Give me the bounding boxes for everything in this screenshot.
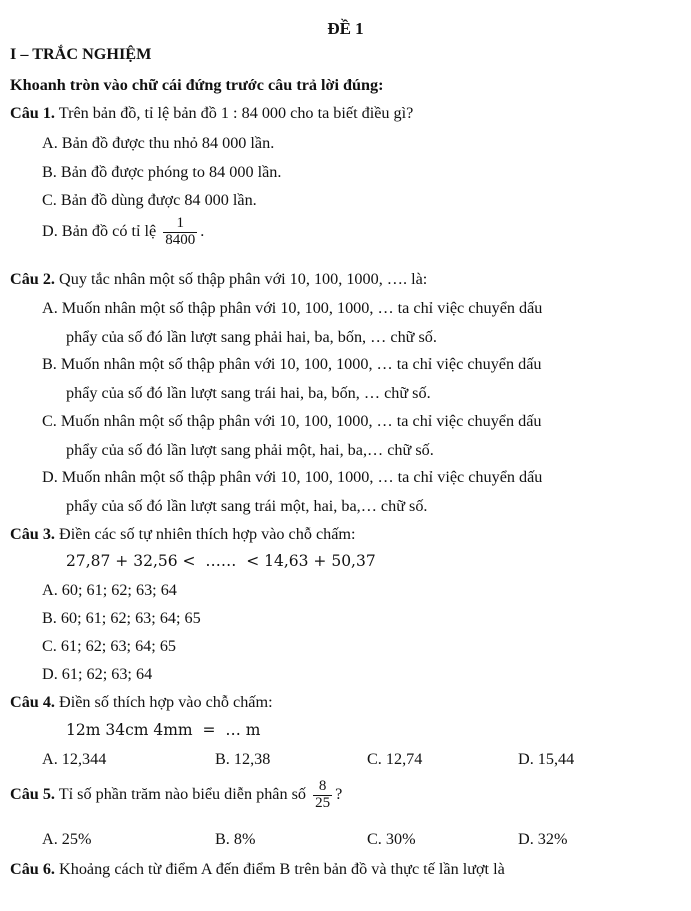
option-suffix: .	[200, 221, 205, 240]
option-text: D. Bản đồ có tỉ lệ	[42, 221, 157, 240]
fraction-denominator: 25	[315, 794, 331, 811]
question-text: Tỉ số phần trăm nào biểu diễn phân số	[58, 784, 307, 803]
fraction-numerator: 8	[318, 778, 327, 794]
question-label: Câu 4.	[10, 693, 55, 711]
question-text: Khoảng cách từ điểm A đến điểm B trên bản đồ và thực tế lần lượt là	[59, 860, 505, 878]
fraction	[313, 779, 332, 812]
question-4	[10, 692, 273, 712]
question-text: Trên bản đồ, tỉ lệ bản đồ 1 : 84 000 cho ta biết điều gì?	[58, 104, 414, 122]
q2-option-a[interactable]: A. Muốn nhân một số thập phân với 10, 100, 1000, … ta chỉ việc chuyển dấu	[42, 299, 543, 317]
q2-option-c-cont: phẩy của số đó lần lượt sang phải một, hai, ba,… chữ số.	[66, 441, 434, 459]
q2-option-d-cont: phẩy của số đó lần lượt sang trái một, hai, ba,… chữ số.	[66, 497, 428, 515]
q2-option-b-cont: phẩy của số đó lần lượt sang trái hai, ba, bốn, … chữ số.	[66, 384, 431, 402]
question-label: Câu 5.	[10, 784, 55, 803]
q1-option-c[interactable]: C. Bản đồ dùng được 84 000 lần.	[42, 191, 257, 209]
q3-option-b[interactable]: B. 60; 61; 62; 63; 64; 65	[42, 609, 201, 627]
q1-option-b[interactable]: B. Bản đồ được phóng to 84 000 lần.	[42, 163, 282, 181]
q3-option-c[interactable]: C. 61; 62; 63; 64; 65	[42, 637, 177, 655]
q3-option-d[interactable]: D. 61; 62; 63; 64	[42, 665, 153, 683]
question-text: Quy tắc nhân một số thập phân với 10, 100, 1000, …. là:	[59, 270, 428, 288]
question-label: Câu 6.	[10, 860, 55, 878]
q2-option-a-cont: phẩy của số đó lần lượt sang phải hai, ba, bốn, … chữ số.	[66, 328, 437, 346]
q5-option-b[interactable]: B. 8%	[215, 830, 256, 848]
q5-option-d[interactable]: D. 32%	[518, 830, 568, 848]
fraction	[163, 216, 197, 249]
q2-option-d[interactable]: D. Muốn nhân một số thập phân với 10, 100, 1000, … ta chỉ việc chuyển dấu	[42, 468, 543, 486]
q4-expression: 12m 34cm 4mm = … m	[66, 721, 261, 739]
q3-expression: 27,87 + 32,56 < …… < 14,63 + 50,37	[66, 552, 376, 570]
question-6	[10, 859, 505, 879]
question-label: Câu 1.	[10, 104, 55, 122]
fraction-numerator: 1	[176, 215, 184, 231]
section-heading: I – TRẮC NGHIỆM	[10, 45, 152, 63]
q1-option-d[interactable]	[42, 216, 204, 249]
question-2	[10, 269, 427, 289]
question-3	[10, 524, 356, 544]
question-label: Câu 2.	[10, 270, 55, 288]
q4-option-b[interactable]: B. 12,38	[215, 750, 271, 768]
question-text: Điền số thích hợp vào chỗ chấm:	[59, 693, 273, 711]
question-5	[10, 779, 342, 812]
q4-option-d[interactable]: D. 15,44	[518, 750, 575, 768]
q4-option-a[interactable]: A. 12,344	[42, 750, 107, 768]
q3-option-a[interactable]: A. 60; 61; 62; 63; 64	[42, 581, 177, 599]
page-title: ĐỀ 1	[327, 19, 364, 38]
q4-option-c[interactable]: C. 12,74	[367, 750, 423, 768]
question-label: Câu 3.	[10, 525, 55, 543]
q5-option-a[interactable]: A. 25%	[42, 830, 92, 848]
question-suffix: ?	[335, 784, 343, 803]
instruction: Khoanh tròn vào chữ cái đứng trước câu trả lời đúng:	[10, 76, 384, 94]
q2-option-b[interactable]: B. Muốn nhân một số thập phân với 10, 100, 1000, … ta chỉ việc chuyển dấu	[42, 355, 542, 373]
q1-option-a[interactable]: A. Bản đồ được thu nhỏ 84 000 lần.	[42, 134, 275, 152]
fraction-denominator: 8400	[165, 231, 196, 248]
question-1	[10, 103, 413, 123]
q5-option-c[interactable]: C. 30%	[367, 830, 416, 848]
question-text: Điền các số tự nhiên thích hợp vào chỗ chấm:	[59, 525, 356, 543]
q2-option-c[interactable]: C. Muốn nhân một số thập phân với 10, 100, 1000, … ta chỉ việc chuyển dấu	[42, 412, 542, 430]
